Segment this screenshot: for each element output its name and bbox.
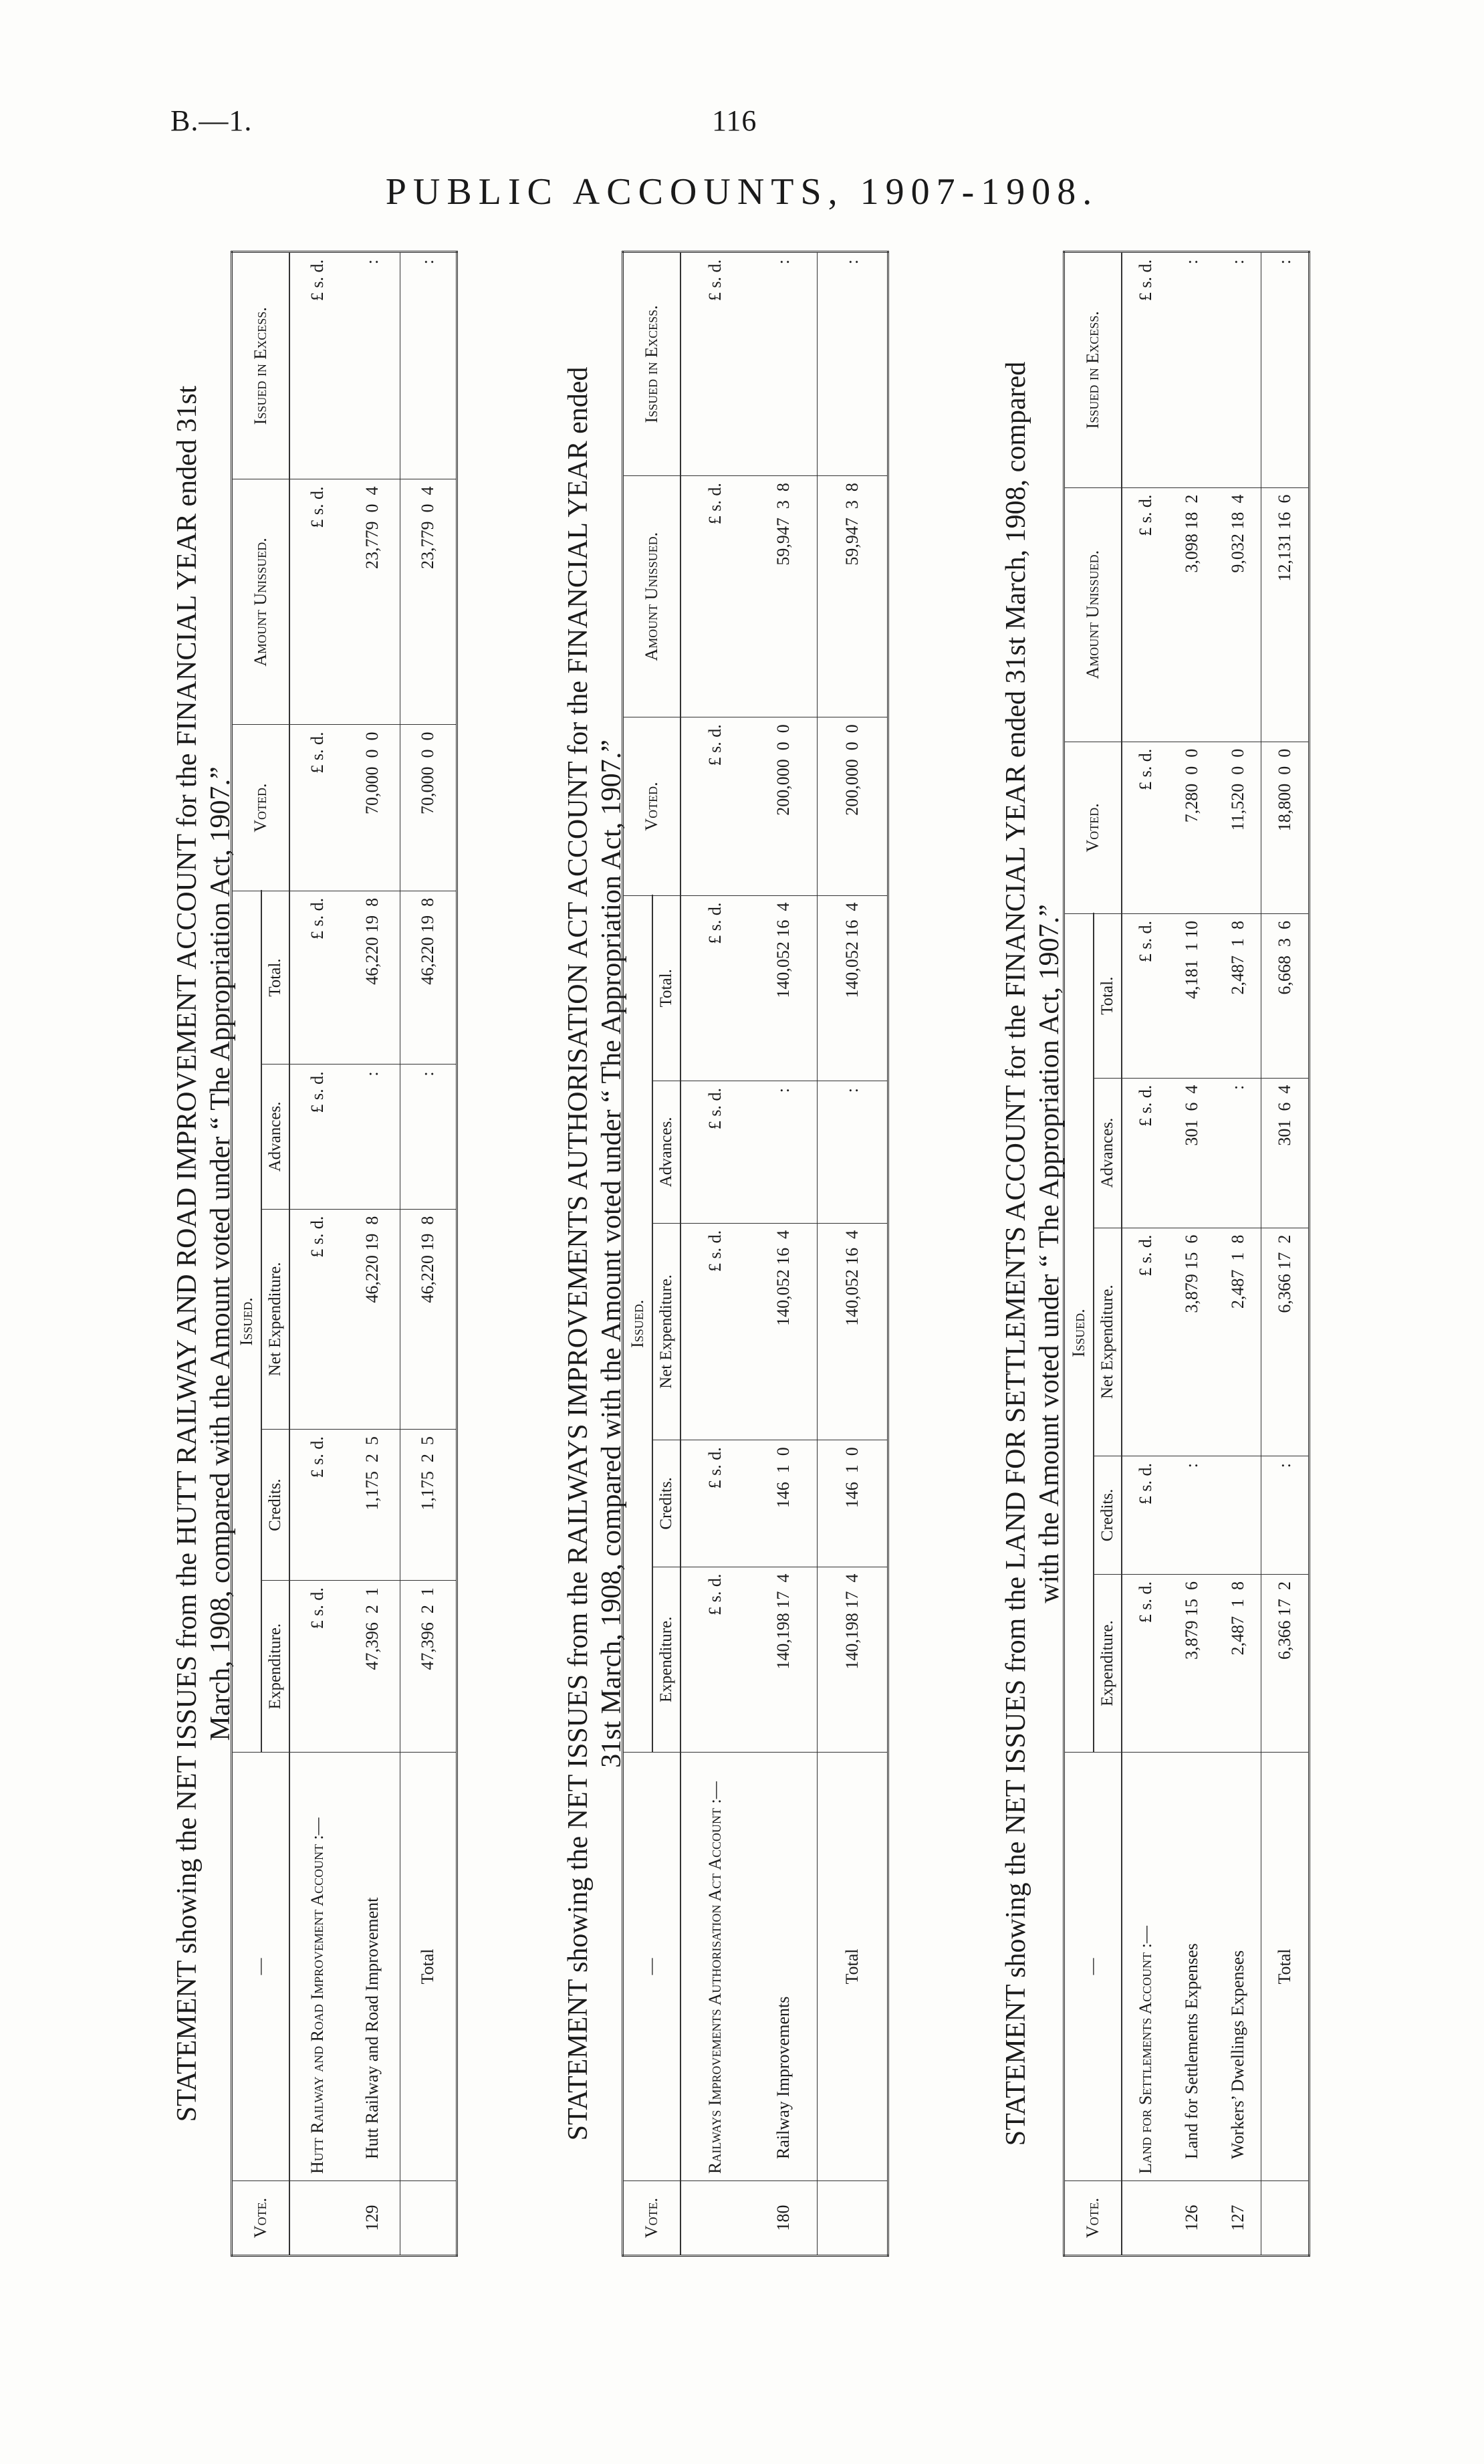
col-advances: Advances. — [652, 1081, 681, 1224]
col-issued-in-excess: Issued in Excess. — [1064, 252, 1122, 488]
vote-number: 129 — [345, 2181, 400, 2256]
statement-3-table — [1063, 251, 1310, 2257]
cell-credits: 146 1 0 — [749, 1440, 818, 1567]
row-description: Hutt Railway and Road Improvement — [362, 1897, 382, 2159]
cell-issued-in-excess: : — [749, 252, 818, 476]
total-advances: 301 6 4 — [1261, 1078, 1310, 1228]
cell-net-expenditure: 2,487 1 8 — [1215, 1228, 1261, 1456]
col-expenditure: Expenditure. — [1094, 1575, 1122, 1753]
units-net-expenditure: £ s. d. — [289, 1209, 345, 1430]
total-total: 46,220 19 8 — [400, 891, 457, 1065]
col-issued-in-excess: Issued in Excess. — [232, 252, 290, 479]
total-expenditure: 140,198 17 4 — [818, 1567, 888, 1752]
col-issued: Issued. — [232, 891, 262, 1752]
units-voted: £ s. d. — [289, 725, 345, 891]
total-label: Total — [818, 1753, 888, 2181]
cell-credits: 1,175 2 5 — [345, 1430, 400, 1581]
table-row — [345, 252, 400, 2256]
col-total: Total. — [1094, 913, 1122, 1078]
total-advances: : — [400, 1065, 457, 1209]
total-net-expenditure: 6,366 17 2 — [1261, 1228, 1310, 1456]
col-amount-unissued: Amount Unissued. — [232, 479, 290, 725]
page-reference: B.—1. — [170, 104, 253, 137]
units-net-expenditure: £ s. d. — [1122, 1228, 1168, 1456]
units-voted: £ s. d. — [681, 717, 749, 895]
units-credits: £ s. d. — [1122, 1456, 1168, 1574]
col-amount-unissued: Amount Unissued. — [1064, 487, 1122, 742]
col-vote: Vote. — [1064, 2181, 1122, 2256]
total-expenditure: 47,396 2 1 — [400, 1581, 457, 1753]
statement-3-title-line-1: STATEMENT showing the NET ISSUES from the LAND FOR SETTLEMENTS ACCOUNT for the FINANCIAL YEAR ended 31st March, 1908, compared — [1001, 361, 1031, 2146]
col-voted: Voted. — [232, 725, 290, 891]
account-heading: Land for Settlements Account :— — [1135, 1926, 1155, 2174]
cell-net-expenditure: 3,879 15 6 — [1168, 1228, 1215, 1456]
total-total: 6,668 3 6 — [1261, 913, 1310, 1078]
units-credits: £ s. d. — [681, 1440, 749, 1567]
units-voted: £ s. d. — [1122, 742, 1168, 913]
units-excess: £ s. d. — [681, 252, 749, 476]
units-excess: £ s. d. — [289, 252, 345, 479]
total-credits: : — [1261, 1456, 1310, 1574]
account-heading: Hutt Railway and Road Improvement Account :— — [307, 1817, 328, 2174]
col-expenditure: Expenditure. — [261, 1581, 289, 1753]
cell-issued-in-excess: : — [345, 252, 400, 479]
col-credits: Credits. — [261, 1430, 289, 1581]
total-label: Total — [400, 1753, 457, 2181]
cell-amount-unissued: 23,779 0 4 — [345, 479, 400, 725]
total-issued-in-excess: : — [1261, 252, 1310, 488]
col-advances: Advances. — [261, 1065, 289, 1209]
units-excess: £ s. d. — [1122, 252, 1168, 488]
row-description: Railway Improvements — [773, 1996, 793, 2159]
cell-total: 46,220 19 8 — [345, 891, 400, 1065]
units-advances: £ s. d. — [681, 1081, 749, 1224]
table-row — [749, 252, 818, 2256]
page-title: PUBLIC ACCOUNTS, 1907-1908. — [385, 171, 1099, 213]
row-description: Workers’ Dwellings Expenses — [1227, 1950, 1247, 2159]
cell-voted: 7,280 0 0 — [1168, 742, 1215, 913]
col-voted: Voted. — [1064, 742, 1122, 913]
units-unissued: £ s. d. — [289, 479, 345, 725]
col-net-expenditure: Net Expenditure. — [261, 1209, 289, 1430]
total-advances: : — [818, 1081, 888, 1224]
units-total: £ s. d. — [1122, 913, 1168, 1078]
total-row — [818, 252, 888, 2256]
cell-amount-unissued: 59,947 3 8 — [749, 476, 818, 717]
total-issued-in-excess: : — [818, 252, 888, 476]
total-row — [1261, 252, 1310, 2256]
cell-total: 2,487 1 8 — [1215, 913, 1261, 1078]
col-total: Total. — [261, 891, 289, 1065]
row-description: Land for Settlements Expenses — [1181, 1943, 1201, 2159]
total-issued-in-excess: : — [400, 252, 457, 479]
col-credits: Credits. — [652, 1440, 681, 1567]
col-vote: Vote. — [232, 2181, 290, 2256]
cell-voted: 200,000 0 0 — [749, 717, 818, 895]
total-amount-unissued: 12,131 16 6 — [1261, 487, 1310, 742]
units-expenditure: £ s. d. — [289, 1581, 345, 1753]
total-voted: 70,000 0 0 — [400, 725, 457, 891]
col-total: Total. — [652, 895, 681, 1081]
cell-total: 4,181 1 10 — [1168, 913, 1215, 1078]
total-voted: 18,800 0 0 — [1261, 742, 1310, 913]
total-credits: 146 1 0 — [818, 1440, 888, 1567]
units-advances: £ s. d. — [1122, 1078, 1168, 1228]
statement-2-title-line-1: STATEMENT showing the NET ISSUES from the RAILWAYS IMPROVEMENTS AUTHORISATION ACT ACCOUNT for the FINANCIAL YEAR ended — [563, 366, 594, 2141]
statement-1-title — [170, 251, 237, 2257]
units-expenditure: £ s. d. — [681, 1567, 749, 1752]
cell-voted: 70,000 0 0 — [345, 725, 400, 891]
col-credits: Credits. — [1094, 1456, 1122, 1574]
cell-voted: 11,520 0 0 — [1215, 742, 1261, 913]
cell-advances: : — [345, 1065, 400, 1209]
col-expenditure: Expenditure. — [652, 1567, 681, 1752]
table-row — [1215, 252, 1261, 2256]
col-net-expenditure: Net Expenditure. — [1094, 1228, 1122, 1456]
cell-advances: : — [749, 1081, 818, 1224]
statement-3-title — [999, 251, 1066, 2257]
cell-amount-unissued: 9,032 18 4 — [1215, 487, 1261, 742]
total-expenditure: 6,366 17 2 — [1261, 1575, 1310, 1753]
statement-1-title-line-1: STATEMENT showing the NET ISSUES from the HUTT RAILWAY AND ROAD IMPROVEMENT ACCOUNT for the FINANCIAL YEAR ended 31st — [172, 385, 203, 2122]
col-vote: Vote. — [623, 2181, 681, 2256]
units-total: £ s. d. — [681, 895, 749, 1081]
col-advances: Advances. — [1094, 1078, 1122, 1228]
cell-advances: : — [1215, 1078, 1261, 1228]
total-amount-unissued: 23,779 0 4 — [400, 479, 457, 725]
page-number: 116 — [712, 104, 757, 137]
units-credits: £ s. d. — [289, 1430, 345, 1581]
vote-number: 180 — [749, 2181, 818, 2256]
units-expenditure: £ s. d. — [1122, 1575, 1168, 1753]
cell-total: 140,052 16 4 — [749, 895, 818, 1081]
cell-expenditure: 3,879 15 6 — [1168, 1575, 1215, 1753]
col-amount-unissued: Amount Unissued. — [623, 476, 681, 717]
units-unissued: £ s. d. — [1122, 487, 1168, 742]
statement-2-title — [562, 251, 628, 2257]
cell-expenditure: 140,198 17 4 — [749, 1567, 818, 1752]
units-total: £ s. d. — [289, 891, 345, 1065]
total-credits: 1,175 2 5 — [400, 1430, 457, 1581]
total-amount-unissued: 59,947 3 8 — [818, 476, 888, 717]
cell-advances: 301 6 4 — [1168, 1078, 1215, 1228]
cell-expenditure: 47,396 2 1 — [345, 1581, 400, 1753]
statement-3-title-line-2: with the Amount voted under “ The Appropriation Act, 1907.” — [1034, 904, 1065, 1603]
total-voted: 200,000 0 0 — [818, 717, 888, 895]
statement-1-title-line-2: March, 1908, compared with the Amount voted under “ The Appropriation Act, 1907.” — [205, 766, 236, 1741]
table-row — [1168, 252, 1215, 2256]
total-label: Total — [1261, 1753, 1310, 2181]
units-advances: £ s. d. — [289, 1065, 345, 1209]
units-unissued: £ s. d. — [681, 476, 749, 717]
cell-net-expenditure: 46,220 19 8 — [345, 1209, 400, 1430]
units-net-expenditure: £ s. d. — [681, 1223, 749, 1440]
cell-credits: : — [1168, 1456, 1215, 1574]
vote-number: 127 — [1215, 2181, 1261, 2256]
cell-amount-unissued: 3,098 18 2 — [1168, 487, 1215, 742]
cell-credits — [1215, 1456, 1261, 1574]
total-net-expenditure: 46,220 19 8 — [400, 1209, 457, 1430]
cell-expenditure: 2,487 1 8 — [1215, 1575, 1261, 1753]
col-blank: — — [232, 1753, 290, 2181]
col-issued: Issued. — [1064, 913, 1094, 1752]
cell-issued-in-excess: : — [1215, 252, 1261, 488]
col-voted: Voted. — [623, 717, 681, 895]
col-issued-in-excess: Issued in Excess. — [623, 252, 681, 476]
total-net-expenditure: 140,052 16 4 — [818, 1223, 888, 1440]
col-blank: — — [623, 1753, 681, 2181]
cell-issued-in-excess: : — [1168, 252, 1215, 488]
col-blank: — — [1064, 1753, 1122, 2181]
total-total: 140,052 16 4 — [818, 895, 888, 1081]
cell-net-expenditure: 140,052 16 4 — [749, 1223, 818, 1440]
statement-2-title-line-2: 31st March, 1908, compared with the Amount voted under “ The Appropriation Act, 1907.” — [596, 740, 627, 1768]
account-heading: Railways Improvements Authorisation Act Account :— — [705, 1781, 725, 2174]
col-net-expenditure: Net Expenditure. — [652, 1223, 681, 1440]
total-row — [400, 252, 457, 2256]
statement-2-table — [622, 251, 889, 2257]
col-issued: Issued. — [623, 895, 653, 1752]
statement-1-table — [231, 251, 458, 2257]
vote-number: 126 — [1168, 2181, 1215, 2256]
